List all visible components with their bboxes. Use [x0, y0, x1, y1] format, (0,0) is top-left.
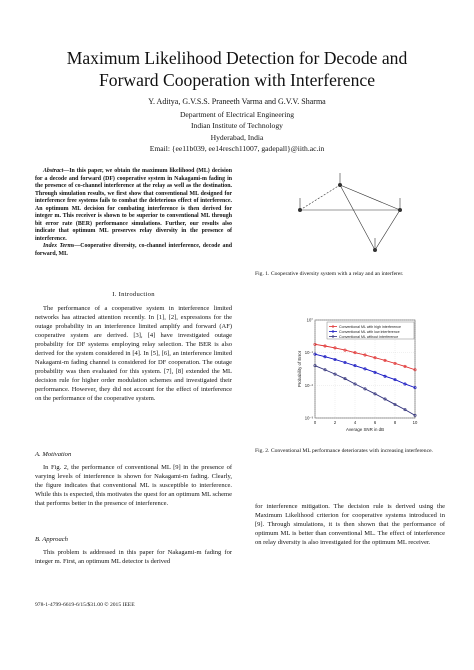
- x-tick-label: 6: [373, 420, 377, 425]
- author-city: Hyderabad, India: [210, 132, 264, 142]
- source-node: [298, 208, 302, 212]
- copyright-footer: 978-1-4799-6619-6/15/$31.00 © 2015 IEEE: [35, 602, 135, 608]
- series-line-0: [315, 344, 415, 369]
- motivation-text: In Fig. 2, the performance of conventional ML [9] in the presence of varying levels of interference is shown for Nakagami-m fading. Clearly, the figure indicates that conventional ML is susceptible to interference. While this is expected, this motivates the quest for an optimum ML scheme that performs better in the presence of interference.: [35, 464, 232, 507]
- paper-title: [30, 47, 444, 91]
- y-tick-label: 10⁻³: [304, 415, 313, 421]
- motivation-heading: A. Motivation: [35, 451, 72, 458]
- series-line-2: [315, 366, 415, 416]
- intro-text: The performance of a cooperative system in interference limited networks has attracted attention recently. In [1], [2], expressions for the outage probability in an interference limited amplify and forward (AF) cooperative system are derived. [3], [4] have investigated outage probability for DF systems employing relay selection. The BER is also derived for the system considered in [4]. In [5], [6], an interference limited Nakagami-m fading channel is considered for DF cooperation. The outage probability was then evaluated for this system. [7], [8] extended the ML decision rule for higher order modulation schemes and investigated their performance. However, they did not account for the effect of interference on the performance of the cooperative system.: [35, 305, 232, 402]
- legend-entry: Conventional ML with low interference: [339, 329, 400, 334]
- legend-entry: Conventional ML without interference: [339, 334, 399, 339]
- author-institution: Indian Institute of Technology: [191, 121, 283, 131]
- relay-node: [338, 183, 342, 187]
- right-column-paragraph: [255, 502, 445, 547]
- title-line-2: Forward Cooperation with Interference: [98, 70, 376, 90]
- author-dept: Department of Electrical Engineering: [179, 110, 295, 120]
- link-interferer-relay: [340, 185, 375, 250]
- series-line-1: [315, 354, 415, 387]
- x-tick-label: 2: [333, 420, 337, 425]
- y-axis-label: Probability of Error: [297, 350, 302, 388]
- destination-node: [398, 208, 402, 212]
- y-tick-label: 10⁻²: [304, 382, 313, 388]
- right-column-text: for interference mitigation. The decision rule is derived using the Maximum Likelihood criterion for cooperative systems introduced in [9]. Through simulations, it is then shown that the performance of optimum ML is better than conventional ML. The effect of interference on relay diversity is also investigated for the optimum ML receiver.: [255, 503, 445, 546]
- title-line-1: Maximum Likelihood Detection for Decode and: [66, 48, 408, 68]
- figure-2-chart: [255, 312, 445, 442]
- figure-1-caption: Fig. 1. Cooperative diversity system with a relay and an interferer.: [255, 271, 404, 277]
- x-tick-label: 10: [412, 420, 418, 425]
- x-tick-label: 4: [353, 420, 357, 425]
- link-interferer-destination: [375, 210, 400, 250]
- figure-2-caption: Fig. 2. Conventional ML performance deteriorates with increasing interference.: [255, 448, 433, 454]
- approach-text: This problem is addressed in this paper for Nakagami-m fading for integer m. First, an optimum ML detector is derived: [35, 549, 232, 565]
- motivation-paragraph: [35, 463, 232, 508]
- abstract-lead: Abstract: [43, 168, 64, 174]
- y-tick-label: 10°: [306, 317, 313, 323]
- approach-paragraph: [35, 548, 232, 566]
- x-tick-label: 0: [313, 420, 317, 425]
- author-email: Email: {ee11b039, ee14resch11007, gadepall}@iith.ac.in: [149, 143, 325, 153]
- figure-1-diagram: [280, 165, 435, 265]
- x-axis-label: Average SNR in dB: [346, 427, 384, 432]
- interferer-node: [373, 248, 377, 252]
- index-terms-text: —Cooperative diversity, co-channel interference, decode and forward, ML: [35, 243, 232, 257]
- y-tick-label: 10⁻¹: [304, 350, 313, 356]
- abstract-text: —In this paper, we obtain the maximum likelihood (ML) decision for a decode and forward (DF) cooperative system in Nakagami-m fading in the presence of co-channel interference at the relay as well as the destination. Through simulation results, we first show that conventional ML designed for interference free systems fails to combat the deleterious effect of interference. An optimum ML decision for combating interference is then derived for integer m. This receiver is shown to be superior to conventional ML through bit error rate (BER) performance simulations. Further, our results also indicate that optimum ML preserves relay diversity in the presence of interference.: [35, 168, 232, 242]
- index-terms-lead: Index Terms: [43, 243, 75, 249]
- approach-heading: B. Approach: [35, 536, 68, 543]
- intro-paragraph: [35, 304, 232, 403]
- legend-entry: Conventional ML with high interference: [339, 324, 401, 329]
- link-source-relay: [300, 185, 340, 210]
- intro-heading: I. Introduction: [112, 291, 155, 298]
- x-tick-label: 8: [393, 420, 397, 425]
- abstract: [35, 168, 232, 258]
- author-names: Y. Aditya, G.V.S.S. Praneeth Varma and G.V.V. Sharma: [148, 97, 326, 106]
- link-relay-destination: [340, 185, 400, 210]
- author-block: [30, 96, 444, 154]
